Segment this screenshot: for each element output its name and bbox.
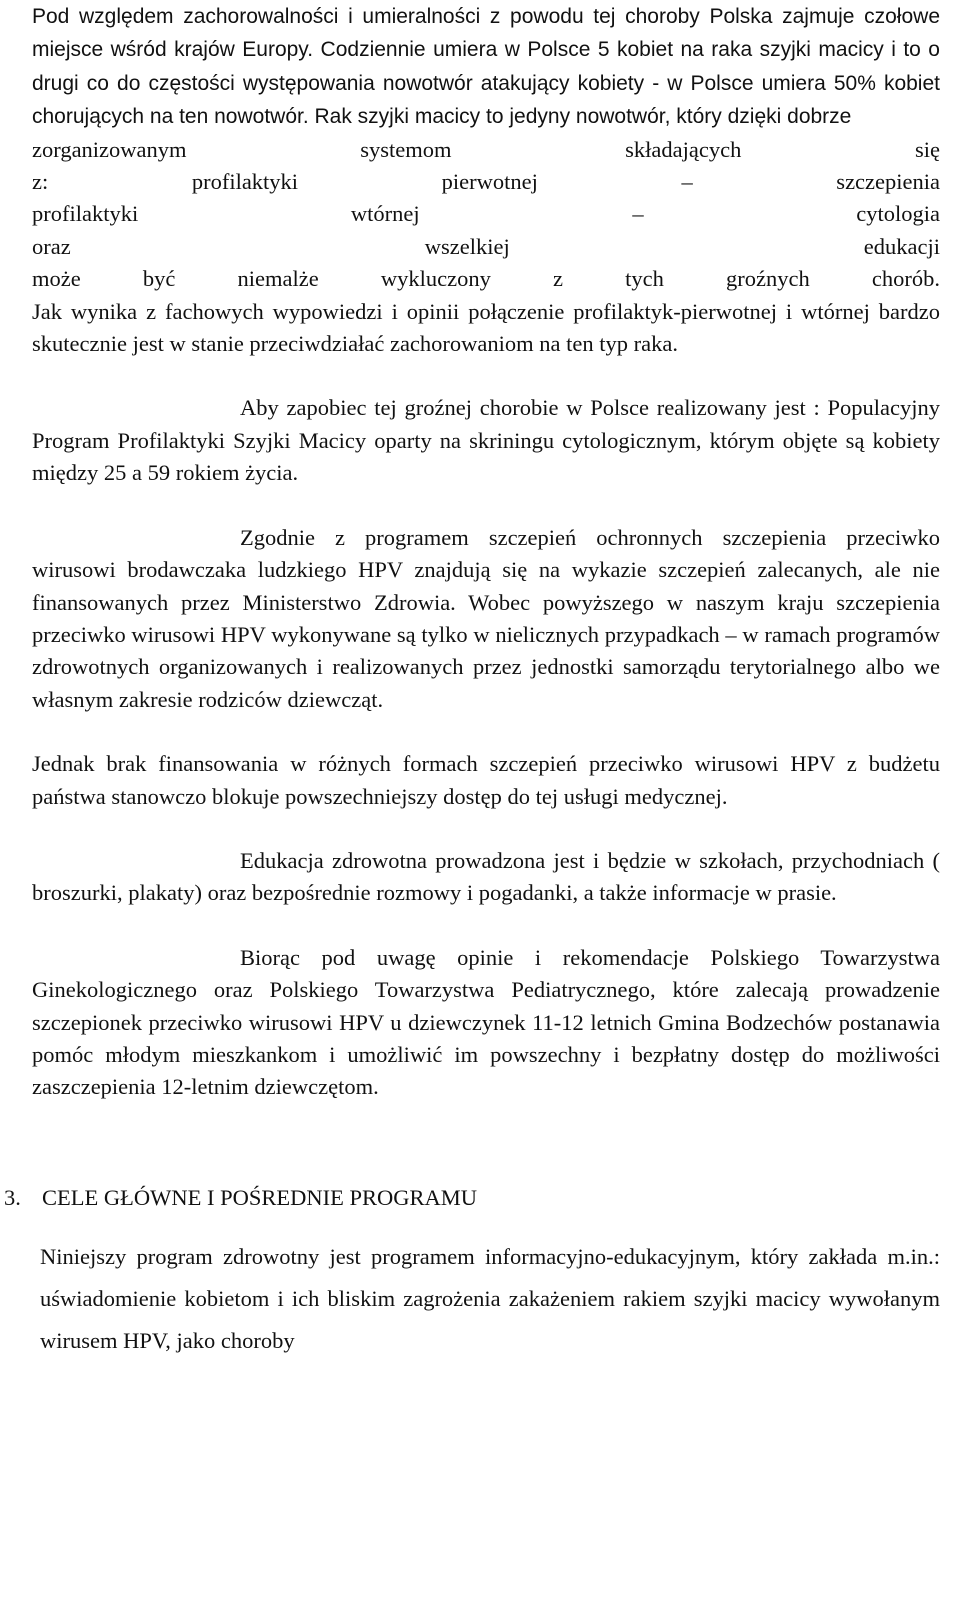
intro-line-moze: może być niemalże wykluczony z tych groźnych chorób. [32,266,940,292]
intro-line-oraz: oraz wszelkiej edukacji [32,233,940,259]
paragraph-biorac: Biorąc pod uwagę opinie i rekomendacje Polskiego Towarzystwa Ginekologicznego oraz Polskiego Towarzystwa Pediatrycznego, które zalecają prowadzenie szczepionek przeciwko wirusowi HPV u dziewczynek 11-12 letnich Gmina Bodzechów postanawia pomóc młodym mieszkankom i umożliwić im powszechny i bezpłatny dostęp do możliwości zaszczepienia 12-letnim dziewczętom. [32,944,940,1100]
intro-line-profilaktyki: profilaktyki wtórnej – cytologia [32,201,940,227]
intro-line-z: z: profilaktyki pierwotnej – szczepienia [32,169,940,195]
intro-sans-text: Pod względem zachorowalności i umieralności z powodu tej choroby Polska zajmuje czołowe miejsce wśród krajów Europy. Codziennie umiera w Polsce 5 kobiet na raka szyjki macicy i to o drugi co do częstości występowania nowotwór atakujący kobiety - w Polsce umiera 50% kobiet chorujących na ten nowotwór. Rak szyjki macicy to jedyny nowotwór, który dzięki dobrze [32,5,940,129]
section-3-heading [4,1182,940,1214]
paragraph-zgodnie: Zgodnie z programem szczepień ochronnych szczepienia przeciwko wirusowi brodawczaka ludzkiego HPV znajdują się na wykazie szczepień zalecanych, ale nie finansowanych przez Ministerstwo Zdrowia. Wobec powyższego w naszym kraju szczepienia przeciwko wirusowi HPV wykonywane są tylko w nielicznych przypadkach – w ramach programów zdrowotnych organizowanych i realizowanych przez jednostki samorządu terytorialnego albo we własnym zakresie rodziców dziewcząt. [32,524,940,712]
paragraph-jednak: Jednak brak finansowania w różnych formach szczepień przeciwko wirusowi HPV z budżetu państwa stanowczo blokuje powszechniejszy dostęp do tej usługi medycznej. [32,751,940,809]
section-3-body: Niniejszy program zdrowotny jest programem informacyjno-edukacyjnym, który zakłada m.in.: uświadomienie kobietom i ich bliskim zagrożenia zakażeniem rakiem szyjki macicy wywołanym wirusem HPV, jako choroby [40,1243,940,1353]
section-3 [4,1182,940,1362]
section-3-title: CELE GŁÓWNE I POŚREDNIE PROGRAMU [42,1184,477,1210]
document-page [4,0,940,1362]
intro-line-zorganizowanym: zorganizowanym systemom składających się [32,136,940,162]
intro-rest-text: Jak wynika z fachowych wypowiedzi i opinii połączenie profilaktyk-pierwotnej i wtórnej bardzo skutecznie jest w stanie przeciwdziałać zachorowaniom na ten typ raka. [32,298,940,357]
paragraph-aby: Aby zapobiec tej groźnej chorobie w Polsce realizowany jest : Populacyjny Program Profilaktyki Szyjki Macicy oparty na skriningu cytologicznym, którym objęte są kobiety między 25 a 59 rokiem życia. [32,395,940,486]
section-3-number: 3. [4,1184,21,1210]
paragraph-edukacja: Edukacja zdrowotna prowadzona jest i będzie w szkołach, przychodniach ( broszurki, plakaty) oraz bezpośrednie rozmowy i pogadanki, a także informacje w prasie. [32,847,940,906]
intro-paragraph [32,0,940,360]
